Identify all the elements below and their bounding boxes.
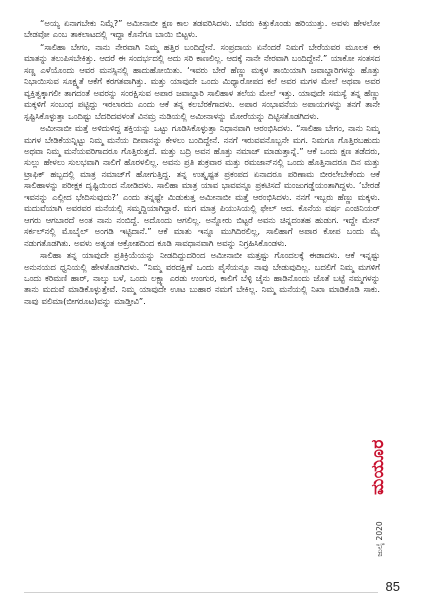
article-body: [24, 18, 380, 546]
page-number: 85: [385, 579, 400, 594]
issue-date: ಜುಲೈ 2020: [375, 521, 384, 557]
article-paragraph-2: “ಸಾಲಿಹಾ ಬೇಗಂ, ನಾನು ನೇರವಾಗಿ ನಿಮ್ಮ ಹತ್ತಿರ ಬಂದಿದ್ದೇನೆ. ಸಂಪ್ರದಾಯ ಏನೆಂದರೆ ನಿಮಗೆ ಬೇರೆಯವರ ಮೂಲಕ ಈ ಮಾತನ್ನು ತಲುಪಿಸಬೇಕಿತ್ತು. ಆದರೆ ಈ ಸಂದರ್ಭದಲ್ಲಿ ಅದು ಸರಿ ಕಾಣಲಿಲ್ಲ. ಆದಕ್ಕೆ ನಾನೇ ನೇರವಾಗಿ ಬಂದಿದ್ದೇನೆ.” ಯಾಕೋ ಸಂತಸದ ಸಣ್ಣ ಎಳೆಯೊಂದು ಆವರ ಮನಸ್ಸಿನಲ್ಲಿ ಹಾದುಹೋಯಿತು. ‘ಇವರು ಬೇರೆ ಹೆಣ್ಣು ಮಕ್ಕಳ ತಾಯಿಯಾಗಿ ಜವಾಬ್ದಾರಿಗಳನ್ನು ಹೊತ್ತು ನಿಭಾಯಿಸುವ ಸೂಕ್ಷ್ಮತೆ ಆಕೆಗೆ ಕರಗತವಾಗಿತ್ತು. ಮತ್ತು ಯಾವುದೇ ಒಂದು ಮಿಥ್ಯಾರೋಪದ ಕಲೆ ಅವರ ಮಗಳ ಮೇಲೆ ಅಥವಾ ಅವರ ವ್ಯಕ್ತಿತ್ವಕ್ಕಾಗಲೀ ತಾಗದಂತೆ ಅವರನ್ನು ಸಂರಕ್ಷಿಸುವ ಅಪಾರ ಜವಾಬ್ದಾರಿ ಸಾಲಿಹಾಳ ತಲೆಯ ಮೇಲೆ ಇತ್ತು. ಯಾವುದೇ ಸಮಸ್ಯೆ ತನ್ನ ಹೆಣ್ಣು ಮಕ್ಕಳಿಗೆ ಸಂಬಂಧ ಪಟ್ಟಿದ್ದು ಇರಲಾರದು ಎಂದು ಆಕೆ ತನ್ನ ಕಲಬೆರಕೆಗಾದಳು. ಅಪಾರ ಸಂಭಾವನೆಯ ಅಪಾಯಗಳನ್ನು ತನಗೆ ತಾನೇ ಸ್ಪಷ್ಟಿಸಿಕೊಳ್ಳುತ್ತಾ ಒಂದಿಷ್ಟು ಬೆದರಿದವಳಂತೆ ವಿನಮ್ರ ನುಡಿಯಲ್ಲಿ ಅಮೀನಾಳನ್ನು ಮೋರೆಯನ್ನು ದಿಟ್ಟಿಸತೊಡಗಿದಳು.: [24, 41, 380, 121]
article-paragraph-4: ಸಾಲಿಹಾ ತನ್ನ ಯಾವುದೇ ಪ್ರತಿಕ್ರಿಯೆಯನ್ನು ನೀಡದಿದ್ದುದರಿಂದ ಅಮೀನಾಬೀ ಮತ್ತಷ್ಟು ಗೊಂದಲಕ್ಕೆ ಈಡಾದಳು. ಆಕೆ ಇನ್ನಷ್ಟು ಅನುನಯದ ಧ್ವನಿಯಲ್ಲಿ ಹೇಳತೊಡಗಿದಳು. “ನಿಮ್ಮ ವರದಕ್ಷಿಣೆ ಒಂದು ಪೈಸೆಯನ್ನೂ ನಾವು ಬೇಡುವುದಿಲ್ಲ. ಬದಲಿಗೆ ನಿಮ್ಮ ಮಗಳಿಗೆ ಒಂದು ಕರಿಮಣಿ ಹಾರ್, ನಾಲ್ಕು ಬಳೆ, ಒಂದು ಲಕ್ಷ್ಯಾ ಎರಡು ಉಂಗುರ, ಕಾಲಿಗೆ ಬೆಳ್ಳಿ ಚೈನು ಹಾಡಿನೊಂದು ಜೊತೆ ಬಟ್ಟೆ ನಮ್ಮಗಳನ್ನು ತಾನು ಮದುವೆ ಮಾಡಿಕೊಳ್ಳುತ್ತೇವೆ. ನಿಮ್ಮ ಯಾವುದೇ ಊಟ ಬುಹಾರ ನಮಗೆ ಬೇಕಿಲ್ಲ. ನಿಮ್ಮ ಮನೆಯಲ್ಲಿ ನಿಖಾ ಮಾಡಿಕೊಡಿ ಸಾಕು. ನಾವು ವಲಿಮಾ(ಬೀಗರೂಟ)ವನ್ನು ಮಾಡ್ತೀವಿ”.: [24, 250, 380, 306]
magazine-logo: ಮಯೂರ: [368, 439, 388, 495]
article-paragraph-1: “ಅಯ್ಯ ಏನಾಗಬೇಕು ನಿಮ್ಗೆ?” ಅಮೀನಾಬೀ ಕ್ಷಣ ಕಾಲ ತಡವರಿಸಿದಳು. ಬೆವರು ಕಿತ್ತುಕೊಂಡು ಹರಿಯುತ್ತು. ಅವಳು ಹೇಳಲೋ ಬೇಡವೋ ಎಂಬ ತಾಕಲಾಟದಲ್ಲಿ ಇದ್ದಾ ಕೊನೆಗೂ ಬಾಯಿ ಬಿಟ್ಟಳು.: [24, 18, 380, 40]
article-paragraph-3: ಅಮೀನಾಬೀ ಮತ್ತೆ ಅಳಿದುಳಿದ್ದ ಶಕ್ತಿಯನ್ನು ಒಟ್ಟು ಗೂಡಿಸಿಕೊಳ್ಳುತ್ತಾ ನಿಧಾನವಾಗಿ ಆರಂಭಿಸಿದಳು. “ಸಾಲಿಹಾ ಬೇಗಂ, ನಾನು ನಿಮ್ಮ ಮಗಳ ಬೇಡಿಕೆಯನ್ನಿಟ್ಟು ನಿಮ್ಮ ಮನೆಯ ದೀವಾನನ್ನು ಕೇಳಲು ಬಂದಿದ್ದೇನೆ. ನನಗೆ ಇರುವವನೊಬ್ಬನೇ ಮಗ. ನಿಮಗೂ ಗೊತ್ತಿರಬಹುದು ಅಥವಾ ನಿಮ್ಮ ಮನೆಯವರಿಗಾದರೂ ಗೊತ್ತಿರುತ್ತದೆ. ಮತ್ತು ಬದ್ರಿ ಅವನ ಹೊತ್ತು ನಮಾಜ್ ಮಾಡುತ್ತಾನ್ನೆ.” ಆಕೆ ಒಂದು ಕ್ಷಣ ತಡೆದರು, ಸುಲ್ಲು ಹೇಳಲು ಸುಲಭವಾಗಿ ನಾಲಿಗೆ ಹೊರಳಲಿಲ್ಲ. ಅವನು ಪ್ರತಿ ಶುಕ್ರವಾರ ಮತ್ತು ರಮಜಾನ್‌ನಲ್ಲಿ ಒಂದು ಹೊತ್ತಿನಾದರೂ ದಿನ ಮತ್ತು ಟ್ರಾಫಿಕ್ ಹಬ್ಬದಲ್ಲಿ ಮಾತ್ರ ನಮಾಜ್‌ಗೆ ಹೋಗುತ್ತಿದ್ದ. ತನ್ನ ಉತ್ಕೃಷ್ಟತ ಪ್ರಕಂಪದ ಏನಾದರೂ ಪರಿಣಾಮ ಬೀರಲೇಬೇಕೆಂದು ಆಕೆ ಸಾಲಿಹಾಳನ್ನು ಪರೀಕ್ಷಕ ದೃಷ್ಟಿಯಿಂದ ನೋಡಿದಳು. ಸಾಲಿಹಾ ಮಾತ್ರ ಯಾವ ಭಾವವನ್ನೂ ಪ್ರಕಟಿಸದೆ ಮಂಜುಗಡ್ಡೆಯಂತಾಗಿದ್ದಳು. ‘ಬೇರಡೆ ಇವನನ್ನು ಎಲ್ಲೀದ ಭೇದಿಸುವುದು?’ ಎಂದು ತನ್ನಷ್ಟೇ ಮಿಡುಕುತ್ತ ಅಮೀನಾಬೀ ಮತ್ತೆ ಆರಂಭಿಸಿದಳು. ನನಗೆ ಇಬ್ಬರು ಹೆಣ್ಣು ಮಕ್ಕಳು. ಮದುವೆಯಾಗಿ ಅವರವರ ಮನೆಯಲ್ಲಿ ಸಮ್ಮದ್ದಿಯಾಗಿದ್ದಾರೆ. ಮಗ ಮಾತ್ರ ಪಿಯುಸಿಯಲ್ಲಿ ಫೇಲ್ ಆದ. ಕೊನೆಯ ವರ್ಷ ಎಂಜಿನಿಯರ್ ಆಗರು ಆಗಬಾರದೆ ಅಂತ ನಾನು ನಂಬಿದ್ದೆ. ಅದೊಂದು ಆಗಲಿಲ್ಲ. ಅನ್ನೋರು ಬಿಟ್ಟರೆ ಅವನು ಚಿನ್ನದಂತಹ ಹುಡುಗ. ಇದ್ದೇ ಮೇನ್ ಸರ್ಕಲ್‌ನಲ್ಲಿ ಮೊಬೈಲ್ ಅಂಗಡಿ ಇಟ್ಟಿದಾನೆ.” ಆಕೆ ಮಾತು ಇನ್ನೂ ಮುಗಿದಿರಲಿಲ್ಲ, ಸಾಲಿಹಾಗೆ ಅಪಾರ ಕೋಪ ಬಂದು ಮೈ ನಡುಗತೊಡಗಿತು. ಅವಳು ಅತ್ಯಂತ ಆಕ್ರೋಶದಿಂದ ಕೂಡಿ ಸಾವಧಾನವಾಗಿ ಅವನ್ನು ನಿಗ್ರಹಿಸಿಕೊಂಡಳು.: [24, 123, 380, 248]
footer-divider: [24, 592, 378, 593]
